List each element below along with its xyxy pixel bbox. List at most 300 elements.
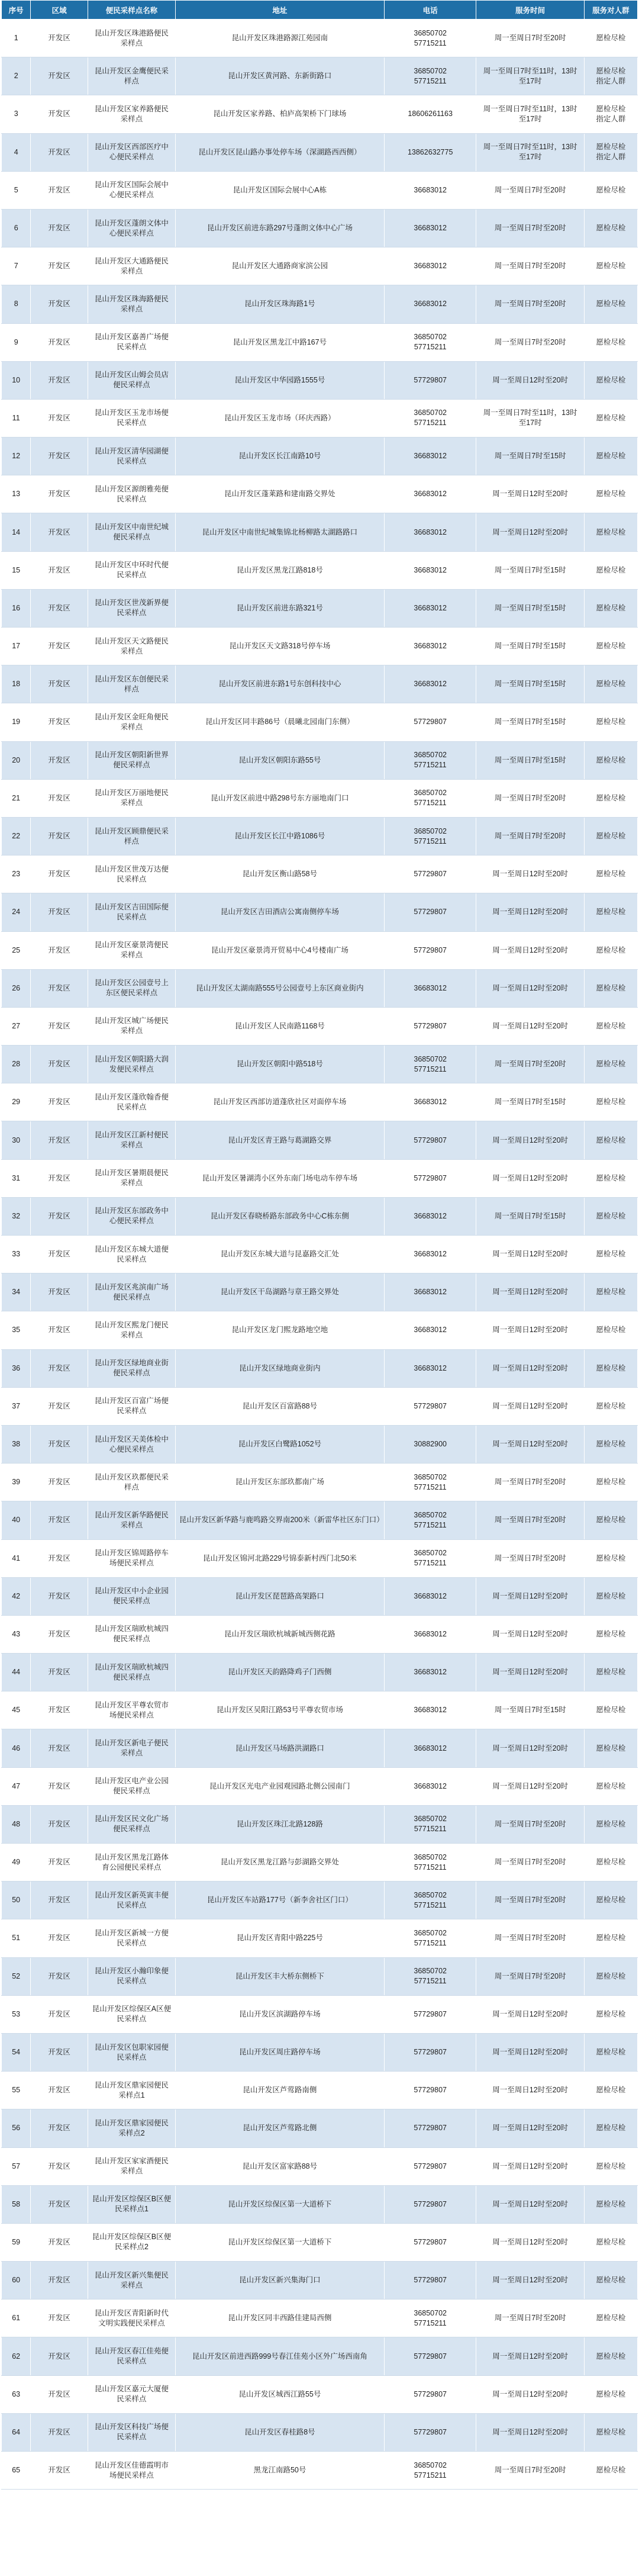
cell-address: 昆山开发区吴阳江路53号平尊农贸市场	[175, 1691, 384, 1729]
cell-name: 昆山开发区金鹰便民采样点	[88, 57, 175, 95]
cell-address: 昆山开发区蓬莱路和建南路交界处	[175, 475, 384, 513]
cell-hours: 周一至周日12时至20时	[476, 2185, 584, 2223]
cell-crowd: 愿检尽检	[584, 2033, 637, 2071]
cell-crowd: 愿检尽检	[584, 1464, 637, 1501]
cell-name: 昆山开发区新英寅丰便民采样点	[88, 1882, 175, 1919]
cell-hours: 周一至周日7时至20时	[476, 2452, 584, 2490]
cell-crowd: 愿检尽检	[584, 931, 637, 969]
cell-hours: 周一至周日7时至20时	[476, 20, 584, 57]
cell-num: 6	[2, 209, 31, 247]
cell-name: 昆山开发区清华园湖便民采样点	[88, 438, 175, 475]
cell-phone: 30882900	[384, 1425, 476, 1463]
cell-address: 昆山开发区瑞欧杭城新城西侧花路	[175, 1615, 384, 1653]
cell-num: 62	[2, 2337, 31, 2375]
cell-hours: 周一至周日7时至11时，13时至17时	[476, 399, 584, 437]
cell-hours: 周一至周日12时至20时	[476, 969, 584, 1007]
cell-address: 昆山开发区太湖南路555号公园壹号上东区商业街内	[175, 969, 384, 1007]
cell-address: 昆山开发区前进东路1号东创科技中心	[175, 665, 384, 703]
cell-hours: 周一至周日12时至20时	[476, 1273, 584, 1311]
cell-phone: 36683012	[384, 1577, 476, 1615]
table-row	[2, 1007, 638, 1045]
cell-num: 26	[2, 969, 31, 1007]
cell-name: 昆山开发区民文化广场便民采样点	[88, 1805, 175, 1843]
cell-phone: 36683012	[384, 969, 476, 1007]
cell-hours: 周一至周日7时至20时	[476, 209, 584, 247]
cell-hours: 周一至周日12时至20时	[476, 1425, 584, 1463]
cell-phone: 36683012	[384, 1767, 476, 1805]
cell-district: 开发区	[31, 1539, 88, 1577]
cell-district: 开发区	[31, 1273, 88, 1311]
cell-address: 昆山开发区天文路318号停车场	[175, 628, 384, 665]
cell-phone: 36683012	[384, 475, 476, 513]
table-row	[2, 1425, 638, 1463]
cell-crowd: 愿检尽检	[584, 1805, 637, 1843]
cell-num: 49	[2, 1844, 31, 1882]
cell-phone: 36683012	[384, 1615, 476, 1653]
cell-phone: 36683012	[384, 171, 476, 209]
cell-district: 开发区	[31, 2262, 88, 2300]
cell-crowd: 愿检尽检	[584, 1691, 637, 1729]
table-row	[2, 513, 638, 551]
cell-crowd: 愿检尽检	[584, 703, 637, 741]
cell-phone: 57729807	[384, 931, 476, 969]
cell-phone: 57729807	[384, 2185, 476, 2223]
table-row	[2, 2033, 638, 2071]
cell-crowd: 愿检尽检	[584, 1007, 637, 1045]
cell-district: 开发区	[31, 323, 88, 361]
cell-district: 开发区	[31, 1767, 88, 1805]
cell-address: 昆山开发区综保区第一大道桥下	[175, 2223, 384, 2261]
cell-hours: 周一至周日12时至20时	[476, 2109, 584, 2147]
cell-district: 开发区	[31, 133, 88, 171]
table-row	[2, 1539, 638, 1577]
cell-crowd: 愿检尽检	[584, 1615, 637, 1653]
cell-name: 昆山开发区世茂新界便民采样点	[88, 589, 175, 627]
cell-phone: 36850702 57715211	[384, 57, 476, 95]
cell-phone: 36683012	[384, 628, 476, 665]
cell-crowd: 愿检尽检 指定人群	[584, 133, 637, 171]
cell-crowd: 愿检尽检	[584, 665, 637, 703]
cell-address: 昆山开发区前进东路297号蓬朗文体中心广场	[175, 209, 384, 247]
cell-crowd: 愿检尽检	[584, 1349, 637, 1387]
cell-address: 昆山开发区滨湖路停车场	[175, 1995, 384, 2033]
cell-num: 23	[2, 856, 31, 893]
cell-address: 昆山开发区城西江路55号	[175, 2375, 384, 2413]
cell-num: 55	[2, 2072, 31, 2109]
cell-district: 开发区	[31, 1501, 88, 1539]
cell-hours: 周一至周日12时至20时	[476, 2337, 584, 2375]
cell-district: 开发区	[31, 2147, 88, 2185]
cell-phone: 57729807	[384, 1387, 476, 1425]
cell-district: 开发区	[31, 589, 88, 627]
cell-district: 开发区	[31, 1691, 88, 1729]
table-row	[2, 247, 638, 285]
cell-num: 65	[2, 2452, 31, 2490]
cell-num: 37	[2, 1387, 31, 1425]
table-row	[2, 1349, 638, 1387]
cell-address: 昆山开发区中华园路1555号	[175, 361, 384, 399]
cell-address: 昆山开发区龙门熙龙路地空地	[175, 1311, 384, 1349]
cell-phone: 57729807	[384, 703, 476, 741]
cell-crowd: 愿检尽检	[584, 1236, 637, 1273]
table-row	[2, 551, 638, 589]
cell-phone: 57729807	[384, 1007, 476, 1045]
cell-num: 13	[2, 475, 31, 513]
table-row	[2, 1197, 638, 1235]
cell-crowd: 愿检尽检 指定人群	[584, 95, 637, 133]
cell-crowd: 愿检尽检	[584, 1387, 637, 1425]
cell-district: 开发区	[31, 1159, 88, 1197]
cell-district: 开发区	[31, 1311, 88, 1349]
cell-num: 8	[2, 285, 31, 323]
cell-name: 昆山开发区电产业公园便民采样点	[88, 1767, 175, 1805]
table-row	[2, 1387, 638, 1425]
cell-crowd: 愿检尽检	[584, 361, 637, 399]
cell-num: 17	[2, 628, 31, 665]
cell-name: 昆山开发区西部医疗中心便民采样点	[88, 133, 175, 171]
cell-num: 46	[2, 1729, 31, 1767]
cell-hours: 周一至周日7时至20时	[476, 171, 584, 209]
cell-phone: 36683012	[384, 1691, 476, 1729]
cell-hours: 周一至周日7时至20时	[476, 285, 584, 323]
cell-name: 昆山开发区东城大道便民采样点	[88, 1236, 175, 1273]
cell-crowd: 愿检尽检	[584, 513, 637, 551]
cell-phone: 36850702 57715211	[384, 2300, 476, 2337]
table-row	[2, 2413, 638, 2451]
cell-crowd: 愿检尽检	[584, 589, 637, 627]
cell-crowd: 愿检尽检	[584, 1501, 637, 1539]
cell-district: 开发区	[31, 551, 88, 589]
cell-num: 39	[2, 1464, 31, 1501]
cell-phone: 36850702 57715211	[384, 1501, 476, 1539]
cell-num: 12	[2, 438, 31, 475]
cell-district: 开发区	[31, 703, 88, 741]
cell-crowd: 愿检尽检	[584, 1767, 637, 1805]
cell-hours: 周一至周日12时至20时	[476, 1995, 584, 2033]
cell-address: 昆山开发区衡山路58号	[175, 856, 384, 893]
cell-name: 昆山开发区春江佳苑便民采样点	[88, 2337, 175, 2375]
cell-crowd: 愿检尽检	[584, 1121, 637, 1159]
cell-phone: 13862632775	[384, 133, 476, 171]
cell-district: 开发区	[31, 513, 88, 551]
cell-crowd: 愿检尽检	[584, 1159, 637, 1197]
cell-name: 昆山开发区源朗雅苑便民采样点	[88, 475, 175, 513]
cell-num: 44	[2, 1654, 31, 1691]
cell-crowd: 愿检尽检	[584, 2109, 637, 2147]
cell-phone: 36850702 57715211	[384, 1844, 476, 1882]
table-row	[2, 1805, 638, 1843]
table-row	[2, 285, 638, 323]
cell-crowd: 愿检尽检	[584, 209, 637, 247]
cell-name: 昆山开发区金旺角便民采样点	[88, 703, 175, 741]
cell-hours: 周一至周日7时至20时	[476, 1805, 584, 1843]
cell-district: 开发区	[31, 171, 88, 209]
cell-crowd: 愿检尽检	[584, 1882, 637, 1919]
cell-district: 开发区	[31, 1577, 88, 1615]
cell-phone: 36683012	[384, 1311, 476, 1349]
cell-name: 昆山开发区家家酒便民采样点	[88, 2147, 175, 2185]
cell-phone: 36683012	[384, 209, 476, 247]
cell-hours: 周一至周日12时至20时	[476, 893, 584, 931]
cell-address: 昆山开发区前进中路298号东方丽地南门口	[175, 779, 384, 817]
cell-address: 昆山开发区东部玖都南广场	[175, 1464, 384, 1501]
cell-district: 开发区	[31, 209, 88, 247]
cell-hours: 周一至周日12时至20时	[476, 1311, 584, 1349]
cell-district: 开发区	[31, 893, 88, 931]
cell-crowd: 愿检尽检	[584, 323, 637, 361]
cell-phone: 36850702 57715211	[384, 399, 476, 437]
cell-district: 开发区	[31, 399, 88, 437]
cell-phone: 36683012	[384, 589, 476, 627]
cell-num: 19	[2, 703, 31, 741]
cell-address: 昆山开发区人民南路1168号	[175, 1007, 384, 1045]
cell-crowd: 愿检尽检	[584, 779, 637, 817]
cell-address: 昆山开发区朝阳东路55号	[175, 741, 384, 779]
cell-crowd: 愿检尽检	[584, 2300, 637, 2337]
cell-district: 开发区	[31, 1349, 88, 1387]
cell-district: 开发区	[31, 247, 88, 285]
cell-name: 昆山开发区嘉元大厦便民采样点	[88, 2375, 175, 2413]
cell-address: 昆山开发区吉田酒店公寓南侧停车场	[175, 893, 384, 931]
cell-hours: 周一至周日12时至20时	[476, 1729, 584, 1767]
table-row	[2, 2223, 638, 2261]
cell-num: 14	[2, 513, 31, 551]
cell-address: 昆山开发区春桂路8号	[175, 2413, 384, 2451]
cell-district: 开发区	[31, 665, 88, 703]
cell-district: 开发区	[31, 1387, 88, 1425]
cell-crowd: 愿检尽检	[584, 817, 637, 855]
table-row	[2, 665, 638, 703]
cell-name: 昆山开发区科技广场便民采样点	[88, 2413, 175, 2451]
cell-name: 昆山开发区玖都便民采样点	[88, 1464, 175, 1501]
cell-name: 昆山开发区中南世纪城便民采样点	[88, 513, 175, 551]
cell-hours: 周一至周日12时至20时	[476, 2375, 584, 2413]
cell-num: 51	[2, 1919, 31, 1957]
cell-crowd: 愿检尽检	[584, 1729, 637, 1767]
cell-address: 昆山开发区玉龙市场（环庆西路）	[175, 399, 384, 437]
cell-phone: 36850702 57715211	[384, 1957, 476, 1995]
table-row	[2, 703, 638, 741]
cell-address: 昆山开发区春晓桥路东部政务中心C栋东侧	[175, 1197, 384, 1235]
cell-district: 开发区	[31, 57, 88, 95]
cell-address: 昆山开发区黄河路、东新街路口	[175, 57, 384, 95]
cell-address: 昆山开发区黑龙江路与彭湖路交界处	[175, 1844, 384, 1882]
cell-address: 昆山开发区芦莺路南侧	[175, 2072, 384, 2109]
cell-name: 昆山开发区佳德霞明市场便民采样点	[88, 2452, 175, 2490]
cell-name: 昆山开发区熙龙门便民采样点	[88, 1311, 175, 1349]
cell-phone: 36683012	[384, 1236, 476, 1273]
cell-address: 黑龙江南路50号	[175, 2452, 384, 2490]
cell-address: 昆山开发区周庄路停车场	[175, 2033, 384, 2071]
table-row	[2, 95, 638, 133]
table-row	[2, 893, 638, 931]
cell-phone: 57729807	[384, 2262, 476, 2300]
cell-name: 昆山开发区山姆会员店便民采样点	[88, 361, 175, 399]
table-row	[2, 323, 638, 361]
cell-address: 昆山开发区大通路商家滨公园	[175, 247, 384, 285]
cell-hours: 周一至周日12时至20时	[476, 1615, 584, 1653]
table-row	[2, 1615, 638, 1653]
cell-address: 昆山开发区珠海路1号	[175, 285, 384, 323]
table-row	[2, 856, 638, 893]
cell-hours: 周一至周日12时至20时	[476, 513, 584, 551]
table-row	[2, 1995, 638, 2033]
cell-district: 开发区	[31, 1919, 88, 1957]
table-row	[2, 57, 638, 95]
cell-name: 昆山开发区黑龙江路体育公园便民采样点	[88, 1844, 175, 1882]
cell-name: 昆山开发区天美体检中心便民采样点	[88, 1425, 175, 1463]
cell-crowd: 愿检尽检	[584, 1539, 637, 1577]
cell-name: 昆山开发区珠港路便民采样点	[88, 20, 175, 57]
cell-name: 昆山开发区瑞欧杭城四便民采样点	[88, 1615, 175, 1653]
cell-hours: 周一至周日7时至15时	[476, 1691, 584, 1729]
table-row	[2, 1654, 638, 1691]
cell-phone: 57729807	[384, 2109, 476, 2147]
cell-num: 43	[2, 1615, 31, 1653]
cell-num: 63	[2, 2375, 31, 2413]
cell-phone: 36850702 57715211	[384, 779, 476, 817]
cell-num: 48	[2, 1805, 31, 1843]
cell-hours: 周一至周日12时至20时	[476, 361, 584, 399]
table-row	[2, 1577, 638, 1615]
cell-hours: 周一至周日12时至20时	[476, 475, 584, 513]
cell-phone: 36683012	[384, 438, 476, 475]
cell-hours: 周一至周日12时至20时	[476, 2223, 584, 2261]
cell-phone: 57729807	[384, 2223, 476, 2261]
cell-address: 昆山开发区家养路、柏庐高架桥下门球场	[175, 95, 384, 133]
cell-crowd: 愿检尽检	[584, 1083, 637, 1121]
table-row	[2, 133, 638, 171]
table-row	[2, 171, 638, 209]
cell-name: 昆山开发区中小企业园便民采样点	[88, 1577, 175, 1615]
cell-name: 昆山开发区包职家园便民采样点	[88, 2033, 175, 2071]
header-district: 区域	[31, 1, 88, 20]
table-row	[2, 1046, 638, 1083]
cell-district: 开发区	[31, 1121, 88, 1159]
cell-name: 昆山开发区新华路便民采样点	[88, 1501, 175, 1539]
cell-hours: 周一至周日12时至20时	[476, 1349, 584, 1387]
cell-num: 5	[2, 171, 31, 209]
cell-district: 开发区	[31, 1236, 88, 1273]
cell-name: 昆山开发区新兴集便民采样点	[88, 2262, 175, 2300]
cell-num: 29	[2, 1083, 31, 1121]
cell-crowd: 愿检尽检	[584, 969, 637, 1007]
table-row	[2, 2375, 638, 2413]
cell-num: 16	[2, 589, 31, 627]
cell-name: 昆山开发区朝阳新世界便民采样点	[88, 741, 175, 779]
table-row	[2, 1121, 638, 1159]
cell-address: 昆山开发区长江南路10号	[175, 438, 384, 475]
cell-name: 昆山开发区兆滨南广场便民采样点	[88, 1273, 175, 1311]
cell-name: 昆山开发区新城一方便民采样点	[88, 1919, 175, 1957]
table-row	[2, 1691, 638, 1729]
cell-hours: 周一至周日12时至20时	[476, 2072, 584, 2109]
table-row	[2, 1844, 638, 1882]
cell-phone: 57729807	[384, 2413, 476, 2451]
table-row	[2, 2185, 638, 2223]
cell-crowd: 愿检尽检	[584, 628, 637, 665]
header-address: 地址	[175, 1, 384, 20]
cell-address: 昆山开发区青王路与葛湖路交界	[175, 1121, 384, 1159]
cell-phone: 36683012	[384, 665, 476, 703]
cell-address: 昆山开发区前进东路321号	[175, 589, 384, 627]
header-num: 序号	[2, 1, 31, 20]
table-row	[2, 2337, 638, 2375]
cell-num: 41	[2, 1539, 31, 1577]
cell-num: 18	[2, 665, 31, 703]
cell-address: 昆山开发区综保区第一大道桥下	[175, 2185, 384, 2223]
cell-district: 开发区	[31, 361, 88, 399]
cell-address: 昆山开发区丰大桥东侧桥下	[175, 1957, 384, 1995]
cell-phone: 57729807	[384, 1159, 476, 1197]
table-row	[2, 1464, 638, 1501]
cell-phone: 36850702 57715211	[384, 1882, 476, 1919]
cell-address: 昆山开发区暑湖湾小区外东南门场电动车停车场	[175, 1159, 384, 1197]
cell-phone: 36850702 57715211	[384, 1464, 476, 1501]
cell-num: 36	[2, 1349, 31, 1387]
cell-address: 昆山开发区马场路洪湖路口	[175, 1729, 384, 1767]
cell-address: 昆山开发区珠港路源江苑园南	[175, 20, 384, 57]
cell-phone: 57729807	[384, 2147, 476, 2185]
cell-hours: 周一至周日12时至20时	[476, 1007, 584, 1045]
table-row	[2, 741, 638, 779]
cell-crowd: 愿检尽检	[584, 1654, 637, 1691]
cell-hours: 周一至周日12时至20时	[476, 1121, 584, 1159]
cell-crowd: 愿检尽检	[584, 1577, 637, 1615]
cell-crowd: 愿检尽检	[584, 2185, 637, 2223]
header-name: 便民采样点名称	[88, 1, 175, 20]
cell-district: 开发区	[31, 2109, 88, 2147]
cell-num: 60	[2, 2262, 31, 2300]
cell-name: 昆山开发区平尊农贸市场便民采样点	[88, 1691, 175, 1729]
table-row	[2, 589, 638, 627]
cell-phone: 36850702 57715211	[384, 817, 476, 855]
cell-num: 24	[2, 893, 31, 931]
header-hours: 服务时间	[476, 1, 584, 20]
cell-num: 50	[2, 1882, 31, 1919]
cell-district: 开发区	[31, 2300, 88, 2337]
table-row	[2, 1501, 638, 1539]
cell-crowd: 愿检尽检	[584, 1273, 637, 1311]
table-row	[2, 1729, 638, 1767]
table-row	[2, 2109, 638, 2147]
cell-num: 57	[2, 2147, 31, 2185]
cell-name: 昆山开发区东创便民采样点	[88, 665, 175, 703]
cell-address: 昆山开发区东城大道与昆嘉路交汇处	[175, 1236, 384, 1273]
table-row	[2, 1273, 638, 1311]
cell-district: 开发区	[31, 1083, 88, 1121]
cell-num: 27	[2, 1007, 31, 1045]
cell-name: 昆山开发区大通路便民采样点	[88, 247, 175, 285]
cell-name: 昆山开发区豪景湾便民采样点	[88, 931, 175, 969]
cell-name: 昆山开发区综保区B区便民采样点2	[88, 2223, 175, 2261]
cell-phone: 36683012	[384, 1083, 476, 1121]
cell-hours: 周一至周日7时至15时	[476, 703, 584, 741]
cell-num: 32	[2, 1197, 31, 1235]
cell-address: 昆山开发区新兴集海门口	[175, 2262, 384, 2300]
cell-phone: 36683012	[384, 1654, 476, 1691]
cell-district: 开发区	[31, 1615, 88, 1653]
cell-district: 开发区	[31, 1882, 88, 1919]
table-row	[2, 209, 638, 247]
cell-name: 昆山开发区青阳新时代文明实践便民采样点	[88, 2300, 175, 2337]
table-row	[2, 1236, 638, 1273]
cell-phone: 57729807	[384, 361, 476, 399]
cell-num: 53	[2, 1995, 31, 2033]
cell-num: 47	[2, 1767, 31, 1805]
cell-district: 开发区	[31, 817, 88, 855]
cell-phone: 57729807	[384, 2033, 476, 2071]
